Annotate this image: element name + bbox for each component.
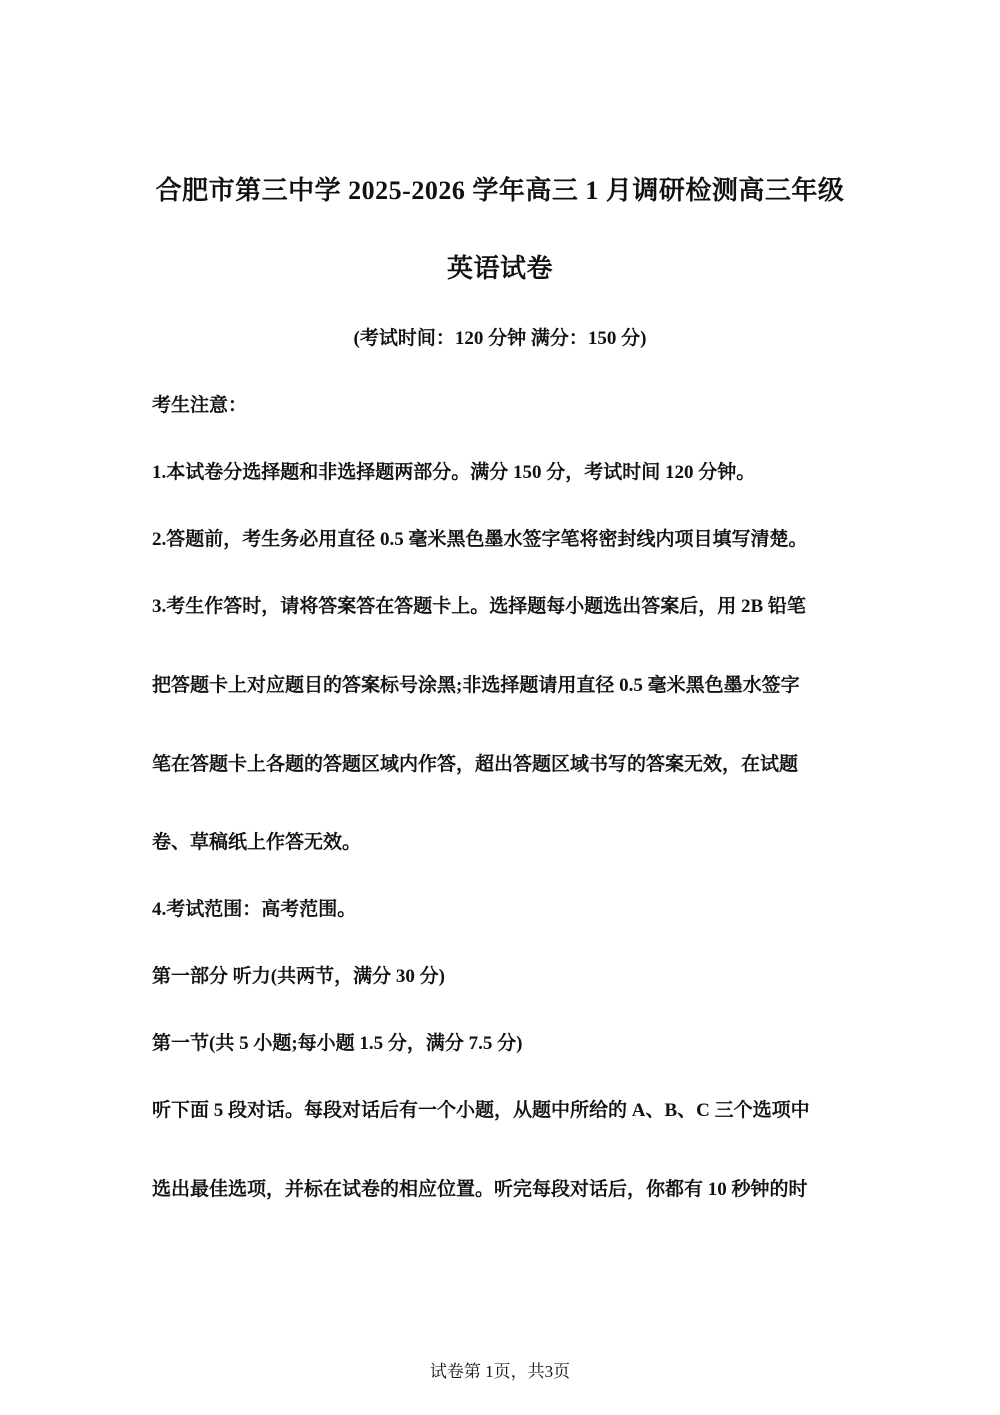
notice-heading: 考生注意： xyxy=(152,395,248,416)
section1-heading: 第一节(共 5 小题;每小题 1.5 分，满分 7.5 分) xyxy=(152,1033,523,1054)
page-footer: 试卷第 1页，共3页 xyxy=(429,1362,571,1381)
notice-item: 3.考生作答时，请将答案答在答题卡上。选择题每小题选出答案后，用 2B 铅笔 xyxy=(152,596,806,617)
exam-title-line-2: 英语试卷 xyxy=(446,254,553,283)
notice-item: 卷、草稿纸上作答无效。 xyxy=(152,832,362,853)
part1-heading: 第一部分 听力(共两节，满分 30 分) xyxy=(152,966,445,987)
notice-item: 2.答题前，考生务必用直径 0.5 毫米黑色墨水签字笔将密封线内项目填写清楚。 xyxy=(152,529,808,550)
notice-item: 4.考试范围：高考范围。 xyxy=(152,899,357,920)
notice-item: 笔在答题卡上各题的答题区域内作答，超出答题区域书写的答案无效，在试题 xyxy=(152,754,799,775)
instruction-line: 听下面 5 段对话。每段对话后有一个小题，从题中所给的 A、B、C 三个选项中 xyxy=(152,1100,810,1121)
exam-info: (考试时间：120 分钟 满分：150 分) xyxy=(353,328,647,349)
exam-title-line-1: 合肥市第三中学 2025-2026 学年高三 1 月调研检测高三年级 xyxy=(155,176,845,205)
notice-item: 把答题卡上对应题目的答案标号涂黑;非选择题请用直径 0.5 毫米黑色墨水签字 xyxy=(152,675,800,696)
instruction-line: 选出最佳选项，并标在试卷的相应位置。听完每段对话后，你都有 10 秒钟的时 xyxy=(152,1179,808,1200)
notice-item: 1.本试卷分选择题和非选择题两部分。满分 150 分，考试时间 120 分钟。 xyxy=(152,462,756,483)
